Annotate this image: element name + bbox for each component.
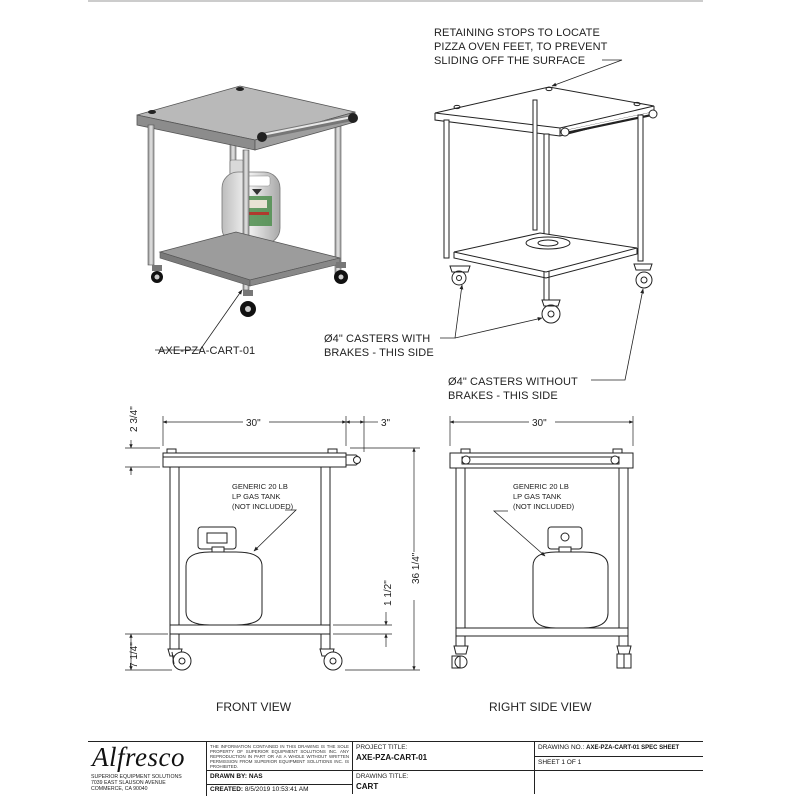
front-tank-note-line2: LP GAS TANK: [232, 492, 281, 501]
drawing-title-cell: [352, 770, 534, 794]
side-tank-note-line1: GENERIC 20 LB: [513, 482, 569, 491]
front-tank-note-line3: (NOT INCLUDED): [232, 502, 294, 511]
legal-notice-cell: [206, 742, 352, 770]
company-address-city: COMMERCE, CA 90040: [91, 786, 148, 792]
drawn-by: DRAWN BY: NAS: [210, 773, 263, 780]
company-logo-cell: [88, 742, 206, 794]
drawing-number-value: AXE-PZA-CART-01 SPEC SHEET: [586, 745, 680, 751]
created-cell: [206, 784, 352, 796]
top-height-dimension: 2 3/4": [129, 406, 140, 432]
right-side-view-title: RIGHT SIDE VIEW: [489, 700, 592, 714]
project-title-cell: [352, 742, 534, 770]
front-tank-note-line1: GENERIC 20 LB: [232, 482, 288, 491]
company-name: SUPERIOR EQUIPMENT SOLUTIONS: [91, 774, 182, 780]
drawing-title-label: DRAWING TITLE:: [356, 773, 409, 780]
isometric-cart-line-drawing: [435, 87, 657, 323]
drawn-by-cell: [206, 770, 352, 784]
legal-notice: THE INFORMATION CONTAINED IN THIS DRAWING IS THE SOLE PROPERTY OF SUPERIOR EQUIPMENT SOLUTIONS INC. ANY REPRODUCTION IN PART OR AS A WHOLE WITHOUT WRITTEN PERMISSION FROM SUPERIOR EQUIPMENT SOLUTIONS INC. IS PROHIBITED.: [210, 744, 349, 769]
created-value: 8/5/2019 10:53:41 AM: [244, 786, 309, 793]
blank-cell: [534, 770, 703, 794]
casters-with-brakes-callout-line1: Ø4" CASTERS WITH: [324, 333, 431, 345]
project-title-label: PROJECT TITLE:: [356, 744, 408, 751]
drawing-title-value: CART: [356, 782, 379, 791]
retaining-stops-callout-line3: SLIDING OFF THE SURFACE: [434, 55, 586, 67]
handle-offset-dimension: 3": [381, 418, 391, 429]
side-width-dimension: 30": [532, 418, 547, 429]
side-tank-note-line3: (NOT INCLUDED): [513, 502, 575, 511]
shelf-height-dimension: 7 1/4": [129, 642, 140, 668]
title-block: [88, 741, 703, 794]
project-title-value: AXE-PZA-CART-01: [356, 753, 428, 762]
model-callout: AXE-PZA-CART-01: [158, 345, 256, 357]
casters-with-brakes-callout-line2: BRAKES - THIS SIDE: [324, 347, 434, 359]
sheet-number: SHEET 1 OF 1: [538, 759, 582, 766]
retaining-stops-callout-line2: PIZZA OVEN FEET, TO PREVENT: [434, 41, 608, 53]
side-tank-note-line2: LP GAS TANK: [513, 492, 562, 501]
drawing-number-label: DRAWING NO.:: [538, 744, 585, 751]
casters-without-brakes-callout-line2: BRAKES - THIS SIDE: [448, 390, 558, 402]
company-address-street: 7039 EAST SLAUSON AVENUE: [91, 780, 166, 786]
front-width-dimension: 30": [246, 418, 261, 429]
sheet-cell: [534, 756, 703, 770]
isometric-cart-render: [137, 86, 358, 317]
overall-height-dimension: 36 1/4": [411, 552, 422, 584]
front-view-tank: [186, 527, 262, 625]
lp-gas-tank-render: [222, 160, 280, 244]
right-side-view-tank: [533, 527, 608, 628]
shelf-thickness-dimension: 1 1/2": [383, 580, 394, 606]
drawing-number-cell: [534, 742, 703, 756]
front-view-title: FRONT VIEW: [216, 700, 292, 714]
brand-logo: Alfresco: [92, 742, 185, 772]
casters-without-brakes-callout-line1: Ø4" CASTERS WITHOUT: [448, 376, 578, 388]
created-label: CREATED:: [210, 786, 244, 793]
retaining-stops-callout-line1: RETAINING STOPS TO LOCATE: [434, 27, 600, 39]
